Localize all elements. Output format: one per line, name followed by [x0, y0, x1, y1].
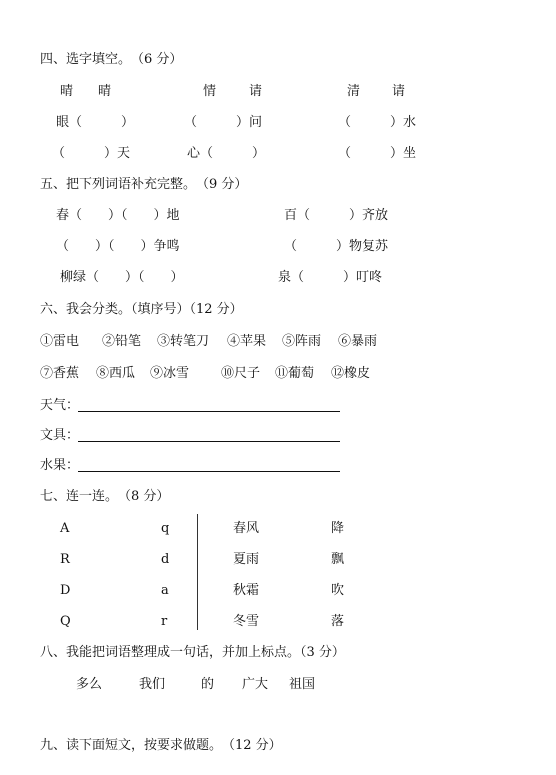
item-option: ③转笔刀 — [157, 334, 210, 349]
lowercase-letter: q — [161, 521, 170, 536]
answer-line[interactable] — [78, 441, 340, 442]
fill-blank[interactable]: 春（ ）（ ）地 — [56, 208, 180, 223]
verb-word: 飘 — [331, 552, 345, 567]
item-option: ⑧西瓜 — [96, 366, 136, 381]
verb-word: 吹 — [331, 583, 345, 598]
sentence-word: 祖国 — [289, 677, 316, 692]
category-label: 文具： — [40, 428, 80, 443]
sentence-word: 我们 — [139, 677, 166, 692]
char-option: 情 — [203, 84, 217, 99]
answer-line[interactable] — [78, 471, 340, 472]
section-5-title: 五、把下列词语补充完整。 （9 分） — [40, 177, 248, 192]
section-9-title: 九、读下面短文，按要求做题。 （12 分） — [40, 738, 282, 753]
item-option: ⑫橡皮 — [331, 366, 371, 381]
item-option: ④苹果 — [227, 334, 267, 349]
fill-blank[interactable]: 泉（ ）叮咚 — [278, 270, 383, 285]
lowercase-letter: a — [161, 583, 169, 598]
char-option: 清 — [347, 84, 361, 99]
verb-word: 降 — [331, 521, 345, 536]
item-option: ②铅笔 — [102, 334, 142, 349]
lowercase-letter: d — [161, 552, 170, 567]
category-label: 天气： — [40, 398, 80, 413]
sentence-word: 多么 — [76, 677, 103, 692]
uppercase-letter: Q — [60, 614, 71, 629]
sentence-word: 的 — [201, 677, 215, 692]
item-option: ⑩尺子 — [221, 366, 261, 381]
sentence-word: 广大 — [242, 677, 269, 692]
category-label: 水果： — [40, 458, 80, 473]
column-divider — [197, 514, 198, 630]
season-word: 秋霜 — [233, 583, 260, 598]
section-6-title: 六、我会分类。（填序号）（12 分） — [40, 302, 243, 317]
item-option: ①雷电 — [40, 334, 80, 349]
char-option: 请 — [392, 84, 406, 99]
fill-blank[interactable]: （ ）物复苏 — [284, 239, 389, 254]
section-7-title: 七、连一连。 （8 分） — [40, 489, 170, 504]
fill-blank[interactable]: 眼（ ） — [56, 115, 135, 130]
char-option: 晴 — [60, 84, 74, 99]
season-word: 春风 — [233, 521, 260, 536]
season-word: 冬雪 — [233, 614, 260, 629]
uppercase-letter: A — [60, 521, 70, 536]
uppercase-letter: R — [60, 552, 70, 567]
fill-blank[interactable]: （ ）天 — [52, 146, 131, 161]
fill-blank[interactable]: （ ）（ ）争鸣 — [56, 239, 180, 254]
item-option: ⑥暴雨 — [338, 334, 378, 349]
verb-word: 落 — [331, 614, 345, 629]
item-option: ⑨冰雪 — [150, 366, 190, 381]
uppercase-letter: D — [60, 583, 71, 598]
fill-blank[interactable]: 心（ ） — [187, 146, 266, 161]
item-option: ⑦香蕉 — [40, 366, 80, 381]
lowercase-letter: r — [161, 614, 168, 629]
fill-blank[interactable]: 百（ ）齐放 — [284, 208, 389, 223]
fill-blank[interactable]: （ ）水 — [338, 115, 417, 130]
season-word: 夏雨 — [233, 552, 260, 567]
section-4-title: 四、选字填空。 （6 分） — [40, 52, 183, 67]
fill-blank[interactable]: 柳绿（ ）（ ） — [60, 270, 184, 285]
fill-blank[interactable]: （ ）坐 — [338, 146, 417, 161]
item-option: ⑪葡萄 — [275, 366, 315, 381]
answer-line[interactable] — [78, 411, 340, 412]
fill-blank[interactable]: （ ）问 — [184, 115, 263, 130]
section-8-title: 八、我能把词语整理成一句话，并加上标点。（3 分） — [40, 645, 345, 660]
char-option: 晴 — [98, 84, 112, 99]
item-option: ⑤阵雨 — [282, 334, 322, 349]
char-option: 请 — [249, 84, 263, 99]
